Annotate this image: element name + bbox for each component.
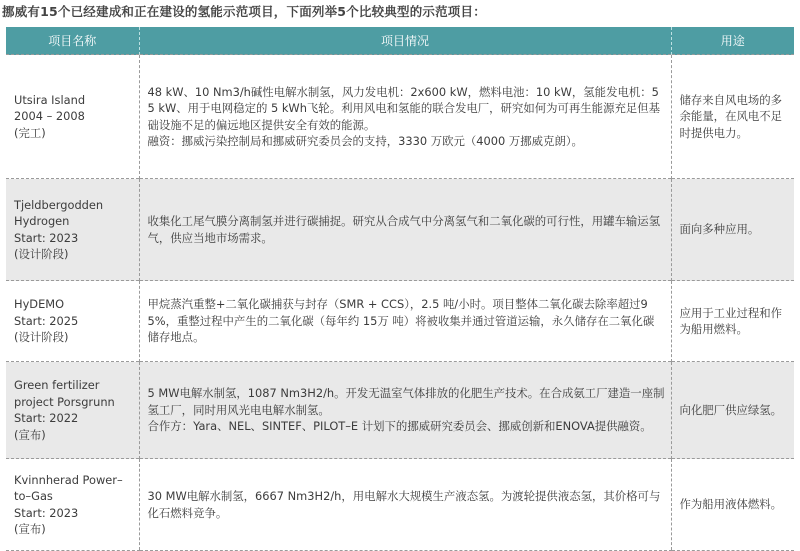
project-use-cell: 向化肥厂供应绿氢。	[671, 362, 794, 459]
table-row	[6, 55, 794, 179]
partners-paragraph: 合作方：Yara、NEL、SINTEF、PILOT–E 计划下的挪威研究委员会、挪威创新和ENOVA提供融资。	[147, 419, 652, 434]
project-name-line: to–Gas	[14, 489, 53, 503]
column-header-use: 用途	[671, 27, 794, 55]
table-row	[6, 281, 794, 362]
project-use-cell: 面向多种应用。	[671, 179, 794, 281]
project-name-line: Utsira Island	[14, 92, 86, 107]
project-name-line: Kvinnherad Power–	[14, 472, 123, 487]
project-period-line: Start: 2025	[14, 313, 79, 328]
project-name-line: project Porsgrunn	[14, 394, 115, 409]
project-status-line: (宣布)	[14, 427, 46, 442]
project-name-line: Green fertilizer	[14, 378, 100, 392]
project-period-line: 2004 – 2008	[14, 109, 85, 124]
project-details-cell	[139, 179, 671, 281]
hydrogen-projects-table	[6, 27, 794, 551]
project-name-cell	[6, 55, 139, 179]
project-details-cell	[139, 281, 671, 362]
project-status-line: (设计阶段)	[14, 247, 69, 261]
details-paragraph: 甲烷蒸汽重整+二氧化碳捕获与封存（SMR + CCS），2.5 吨/小时。项目整体二氧化碳去除率超过95%，重整过程中产生的二氧化碳（每年约 15万 吨）将被收集并通过管道运输，永久储存在二氧化碳储存地点。	[147, 297, 655, 345]
details-paragraph: 收集化工尾气膜分离制氢并进行碳捕捉。研究从合成气中分离氢气和二氧化碳的可行性，用罐车输运氢气，供应当地市场需求。	[147, 214, 661, 245]
column-header-project-name: 项目名称	[6, 27, 139, 55]
project-name-cell	[6, 179, 139, 281]
project-name-cell	[6, 281, 139, 362]
project-details-cell	[139, 55, 671, 179]
project-status-line: (宣布)	[14, 522, 46, 536]
details-paragraph: 30 MW电解水制氢，6667 Nm3H2/h，用电解水大规模生产液态氢。为渡轮提供液态氢，其价格可与化石燃料竞争。	[147, 489, 661, 520]
project-name-line: Hydrogen	[14, 214, 70, 228]
financing-paragraph: 融资：挪威污染控制局和挪威研究委员会的支持，3330 万欧元（4000 万挪威克朗）。	[147, 134, 583, 148]
project-period-line: Start: 2023	[14, 230, 79, 245]
project-use-cell: 作为船用液体燃料。	[671, 459, 794, 551]
details-paragraph: 5 MW电解水制氢，1087 Nm3H2/h。开发无温室气体排放的化肥生产技术。在合成氨工厂建造一座制氢工厂，同时用风光电电解水制氢。	[147, 386, 665, 417]
project-status-line: (完工)	[14, 125, 46, 140]
project-period-line: Start: 2022	[14, 411, 79, 425]
project-use-cell: 储存来自风电场的多余能量，在风电不足时提供电力。	[671, 55, 794, 179]
project-details-cell	[139, 459, 671, 551]
table-row	[6, 459, 794, 551]
project-name-cell	[6, 362, 139, 459]
details-paragraph: 48 kW、10 Nm3/h碱性电解水制氢，风力发电机：2x600 kW，燃料电池：10 kW，氢能发电机：55 kW、用于电网稳定的 5 kWh飞轮。利用风电和氢能的联合发电厂，研究如何为可再生能源充足但基础设施不足的偏远地区提供安全有效的能源。	[147, 84, 661, 132]
project-name-line: Tjeldbergodden	[14, 197, 104, 212]
project-details-cell	[139, 362, 671, 459]
project-name-cell	[6, 459, 139, 551]
table-header-row	[6, 27, 794, 55]
table-caption: 挪威有15个已经建成和正在建设的氢能示范项目，下面列举5个比较典型的示范项目：	[2, 4, 486, 19]
project-use-cell: 应用于工业过程和作为船用燃料。	[671, 281, 794, 362]
project-status-line: (设计阶段)	[14, 330, 69, 345]
table-row	[6, 362, 794, 459]
project-name-line: HyDEMO	[14, 297, 65, 312]
table-row	[6, 179, 794, 281]
project-period-line: Start: 2023	[14, 505, 79, 520]
column-header-project-details: 项目情况	[139, 27, 671, 55]
